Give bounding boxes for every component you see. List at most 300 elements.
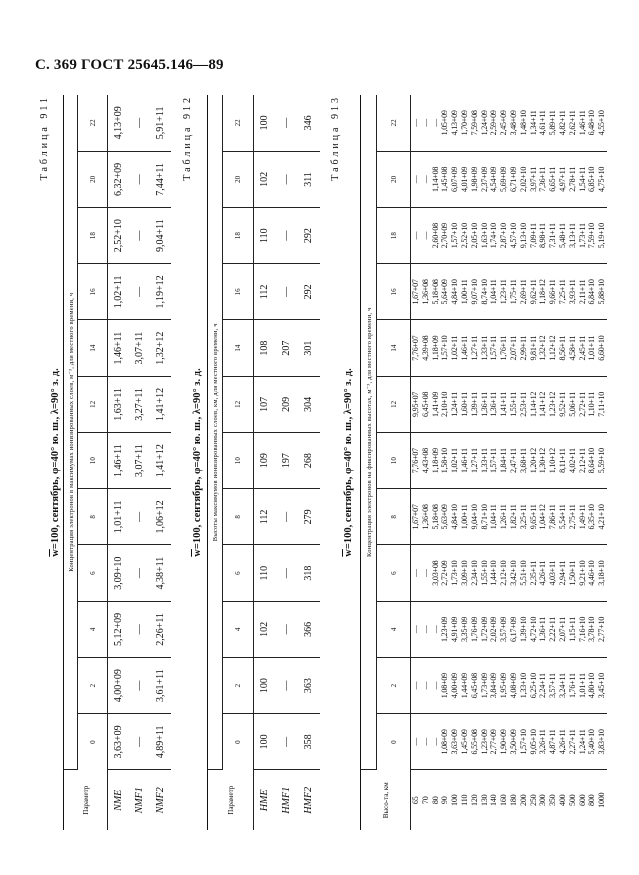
value-cell: 5,91+11 [150, 95, 171, 151]
table-row [129, 95, 150, 830]
value-cell: 318 [298, 545, 320, 601]
hour-header: 12 [223, 376, 254, 432]
value-cell: 2,35+11 [529, 545, 539, 601]
table-row [568, 95, 578, 830]
value-cell: — [276, 151, 298, 207]
value-cell: 1,23+11 [499, 264, 509, 320]
value-cell: — [276, 264, 298, 320]
value-cell: 6,35+10 [587, 489, 597, 545]
value-cell: 1,33+10 [519, 658, 529, 714]
value-cell: 1,32+12 [538, 320, 548, 376]
value-cell: 1,01+11 [578, 658, 588, 714]
row-label: 180 [508, 794, 518, 806]
value-cell: 102 [254, 601, 276, 657]
hour-header: 14 [377, 320, 411, 376]
table-row [276, 95, 298, 830]
hour-header: 0 [377, 714, 411, 770]
hour-header: 6 [377, 545, 411, 601]
table-row [489, 95, 499, 830]
value-cell: 1,46+11 [460, 320, 470, 376]
value-cell: 1,73+11 [578, 208, 588, 264]
table-row [597, 95, 607, 830]
value-cell: 7,76+07 [411, 320, 421, 376]
value-cell: 2,52+10 [460, 208, 470, 264]
value-cell: — [129, 714, 150, 770]
hour-header: 22 [377, 95, 411, 151]
hour-header: 2 [223, 658, 254, 714]
value-cell: 1,58+10 [440, 433, 450, 489]
row-label: HMF2 [303, 786, 314, 814]
value-cell: 1,32+12 [150, 320, 171, 376]
hour-header: 4 [223, 601, 254, 657]
value-cell: 4,87+11 [548, 714, 558, 770]
value-cell: 102 [254, 151, 276, 207]
value-cell: 1,20+12 [529, 433, 539, 489]
value-cell: 2,45+09 [499, 95, 509, 151]
value-cell: 3,97+11 [529, 151, 539, 207]
value-cell: 1,23+12 [548, 376, 558, 432]
value-cell: 1,14+08 [431, 151, 441, 207]
value-cell: 4,39+08 [421, 320, 431, 376]
parameter-header: Параметр [64, 770, 108, 830]
value-cell: 2,72+09 [440, 545, 450, 601]
table-caption: Таблица 913 [330, 95, 341, 181]
hour-header: 8 [377, 489, 411, 545]
value-cell: 1,41+09 [431, 376, 441, 432]
row-label: 600 [577, 794, 587, 806]
value-cell: 3,57+11 [548, 658, 558, 714]
value-cell: 4,13+09 [450, 95, 460, 151]
value-cell: 3,78+10 [587, 601, 597, 657]
hour-header: 22 [223, 95, 254, 151]
hour-header: 20 [78, 151, 108, 207]
value-cell: 9,95+07 [411, 376, 421, 432]
value-cell: 4,57+10 [509, 208, 519, 264]
value-cell: 9,04+10 [470, 489, 480, 545]
value-cell: 2,94+11 [558, 545, 568, 601]
hour-header: 8 [223, 489, 254, 545]
title-text: =100, сентябрь, φ=40° ю. ш., λ=90° з. д. [343, 368, 354, 550]
data-table [207, 95, 320, 830]
value-cell: 3,93+11 [568, 264, 578, 320]
row-label: 110 [459, 794, 469, 806]
value-cell: 6,85+10 [587, 151, 597, 207]
table-row [431, 95, 441, 830]
value-cell: 1,95+09 [499, 658, 509, 714]
hour-header: 14 [78, 320, 108, 376]
value-cell: — [276, 95, 298, 151]
hour-header: 16 [78, 264, 108, 320]
value-cell: 366 [298, 601, 320, 657]
value-cell: 4,02+11 [568, 433, 578, 489]
value-cell: 1,46+11 [108, 433, 129, 489]
value-cell: 1,15+11 [568, 601, 578, 657]
title-variable-w: $\overline{w}$ [192, 549, 203, 557]
hour-header: 10 [223, 433, 254, 489]
value-cell: 1,57+10 [450, 208, 460, 264]
value-cell: 5,59+10 [597, 433, 607, 489]
data-table [63, 95, 171, 830]
value-cell: 5,06+11 [568, 376, 578, 432]
value-cell: 1,73+10 [450, 545, 460, 601]
value-cell: 1,44+09 [460, 658, 470, 714]
table-row [450, 95, 460, 830]
value-cell: 2,99+11 [519, 320, 529, 376]
value-cell: 1,01+11 [587, 320, 597, 376]
value-cell: 4,46+10 [587, 545, 597, 601]
table-row [421, 95, 431, 830]
value-cell: 4,26+11 [538, 545, 548, 601]
value-cell: — [421, 95, 431, 151]
value-cell: 5,64+09 [440, 264, 450, 320]
value-cell: 2,60+08 [431, 208, 441, 264]
value-cell: 7,44+11 [150, 151, 171, 207]
value-cell: 3,57+09 [499, 601, 509, 657]
hour-header: 18 [78, 208, 108, 264]
hour-header: 16 [377, 264, 411, 320]
hour-header: 4 [78, 601, 108, 657]
value-cell: — [276, 208, 298, 264]
value-cell: 9,65+11 [529, 489, 539, 545]
value-cell: 304 [298, 376, 320, 432]
value-cell: 6,17+09 [509, 601, 519, 657]
value-cell: 1,90+09 [499, 714, 509, 770]
value-cell: 112 [254, 264, 276, 320]
value-cell: 292 [298, 264, 320, 320]
value-cell: 4,01+09 [460, 151, 470, 207]
table-caption: Таблица 911 [39, 95, 50, 181]
value-cell: 9,66+11 [548, 264, 558, 320]
value-cell: 100 [254, 714, 276, 770]
value-cell: 1,70+09 [460, 95, 470, 151]
value-cell: 4,72+10 [529, 601, 539, 657]
value-cell: 4,97+11 [558, 151, 568, 207]
value-cell: 5,19+10 [597, 208, 607, 264]
value-cell: 9,81+11 [529, 320, 539, 376]
value-cell: 3,63+09 [450, 714, 460, 770]
hour-header: 12 [78, 376, 108, 432]
header-row [64, 95, 78, 830]
value-cell: 5,12+09 [108, 601, 129, 657]
data-table [360, 95, 607, 830]
value-cell: 3,45+10 [597, 658, 607, 714]
value-cell: 9,13+10 [519, 208, 529, 264]
value-cell: — [421, 545, 431, 601]
row-label: 80 [430, 796, 440, 805]
table-row [480, 95, 490, 830]
value-cell: 5,54+11 [558, 489, 568, 545]
value-cell: 9,62+11 [529, 264, 539, 320]
table-row [411, 95, 421, 830]
row-label: 160 [499, 794, 509, 806]
hour-header: 0 [78, 714, 108, 770]
hour-header: 6 [223, 545, 254, 601]
value-cell: 6,55+08 [470, 714, 480, 770]
row-label: 1000 [597, 792, 607, 808]
value-cell: 1,18+09 [431, 320, 441, 376]
subheader: Концентрация электронов в максимумах ионизированных слоев, м⁻³, для местного времени, ч [64, 95, 78, 770]
value-cell: 1,57+11 [489, 320, 499, 376]
hour-header: 18 [377, 208, 411, 264]
value-cell: 1,12+12 [548, 320, 558, 376]
row-label: HME [259, 789, 271, 812]
value-cell: 3,07+11 [129, 320, 150, 376]
value-cell: — [421, 208, 431, 264]
value-cell: 4,00+09 [108, 658, 129, 714]
value-cell: 5,48+11 [558, 208, 568, 264]
value-cell: 1,67+07 [411, 489, 421, 545]
value-cell: 100 [254, 95, 276, 151]
value-cell: 1,39+11 [470, 376, 480, 432]
value-cell: 8,11+11 [558, 433, 568, 489]
value-cell: 1,36+11 [480, 376, 490, 432]
title-variable-w: $\overline{w}$ [343, 549, 354, 557]
row-label: 350 [548, 794, 558, 806]
value-cell: 7,31+11 [548, 208, 558, 264]
value-cell: 8,64+10 [587, 433, 597, 489]
value-cell: 2,78+11 [568, 151, 578, 207]
value-cell: — [276, 489, 298, 545]
row-label: 400 [557, 794, 567, 806]
value-cell: 6,32+09 [108, 151, 129, 207]
hour-header: 10 [377, 433, 411, 489]
table-title [50, 95, 61, 830]
value-cell: 2,02+09 [489, 601, 499, 657]
table-row [578, 95, 588, 830]
table-row [538, 95, 548, 830]
value-cell: 3,50+09 [509, 714, 519, 770]
value-cell: — [421, 151, 431, 207]
value-cell: 1,18+09 [431, 433, 441, 489]
value-cell: 1,41+12 [150, 433, 171, 489]
table-row [529, 95, 539, 830]
row-label: NMF1 [133, 787, 145, 814]
value-cell: 1,27+11 [470, 433, 480, 489]
value-cell: 1,73+09 [480, 658, 490, 714]
value-cell: — [411, 714, 421, 770]
value-cell: — [431, 714, 441, 770]
value-cell: 4,58+11 [568, 320, 578, 376]
value-cell: 8,74+10 [480, 264, 490, 320]
value-cell: 3,18+10 [597, 545, 607, 601]
value-cell: 7,25+11 [558, 264, 568, 320]
value-cell: 1,08+09 [440, 658, 450, 714]
row-label: 140 [489, 794, 499, 806]
value-cell: 8,98+11 [538, 208, 548, 264]
value-cell: — [276, 601, 298, 657]
table-row [150, 95, 171, 830]
row-label: NMF2 [154, 787, 166, 814]
value-cell: 1,04+11 [489, 489, 499, 545]
table-row [558, 95, 568, 830]
value-cell: 4,80+10 [587, 658, 597, 714]
table-row [440, 95, 450, 830]
value-cell: 1,30+12 [538, 433, 548, 489]
value-cell: 2,59+09 [489, 95, 499, 151]
hour-header-row [377, 95, 411, 830]
value-cell: 1,24+09 [480, 95, 490, 151]
value-cell: 1,76+11 [568, 658, 578, 714]
hour-header-row [223, 95, 254, 830]
hour-header: 18 [223, 208, 254, 264]
value-cell: 4,84+10 [450, 264, 460, 320]
hour-header: 2 [377, 658, 411, 714]
value-cell: 3,42+10 [509, 545, 519, 601]
parameter-header: Параметр [208, 770, 254, 830]
table-row [587, 95, 597, 830]
row-label: 120 [469, 794, 479, 806]
value-cell: 6,48+10 [587, 95, 597, 151]
value-cell: — [411, 545, 421, 601]
value-cell: 4,13+09 [108, 95, 129, 151]
subheader: Концентрация электронов на фиксированных высотах, м⁻³, для местного времени, ч [361, 95, 377, 770]
value-cell: 1,34+11 [529, 95, 539, 151]
value-cell: 4,61+11 [538, 95, 548, 151]
value-cell: 1,24+11 [578, 714, 588, 770]
value-cell: 4,82+11 [558, 95, 568, 151]
value-cell: 1,46+11 [108, 320, 129, 376]
value-cell: 2,12+10 [499, 545, 509, 601]
value-cell: 7,11+10 [597, 376, 607, 432]
value-cell: 4,03+11 [548, 545, 558, 601]
value-cell: 1,01+11 [108, 489, 129, 545]
value-cell: 1,45+09 [460, 714, 470, 770]
value-cell: 1,18+12 [538, 264, 548, 320]
value-cell: 8,71+10 [480, 489, 490, 545]
value-cell: 3,27+11 [129, 376, 150, 432]
value-cell: — [276, 714, 298, 770]
value-cell: 9,07+10 [470, 264, 480, 320]
row-label: 250 [528, 794, 538, 806]
value-cell: 1,84+11 [499, 433, 509, 489]
value-cell: 6,65+11 [548, 151, 558, 207]
value-cell: 1,10+12 [548, 433, 558, 489]
hour-header: 2 [78, 658, 108, 714]
value-cell: 1,08+09 [440, 714, 450, 770]
value-cell: 109 [254, 433, 276, 489]
rotated-page-content [30, 85, 610, 865]
value-cell: — [431, 95, 441, 151]
value-cell: — [129, 658, 150, 714]
row-label: 100 [450, 794, 460, 806]
value-cell: — [129, 545, 150, 601]
value-cell: — [411, 601, 421, 657]
row-label: 130 [479, 794, 489, 806]
value-cell: 3,61+11 [150, 658, 171, 714]
row-label: 70 [420, 796, 430, 805]
value-cell: 2,72+11 [578, 376, 588, 432]
value-cell: 6,45+08 [470, 658, 480, 714]
value-cell: 1,23+09 [440, 601, 450, 657]
value-cell: 2,52+10 [108, 208, 129, 264]
value-cell: — [431, 658, 441, 714]
value-cell: 1,27+11 [470, 320, 480, 376]
value-cell: 2,07+11 [509, 320, 519, 376]
value-cell: 2,26+11 [150, 601, 171, 657]
hour-header: 8 [78, 489, 108, 545]
value-cell: 1,49+11 [578, 489, 588, 545]
value-cell: — [421, 658, 431, 714]
value-cell: 1,02+11 [450, 433, 460, 489]
value-cell: 3,09+10 [460, 545, 470, 601]
value-cell: 2,10+10 [440, 376, 450, 432]
value-cell: 1,33+11 [480, 320, 490, 376]
value-cell: 1,60+11 [460, 376, 470, 432]
value-cell: 2,77+09 [489, 714, 499, 770]
value-cell: 4,91+09 [450, 601, 460, 657]
value-cell: — [411, 658, 421, 714]
value-cell: 2,02+10 [519, 151, 529, 207]
value-cell: 1,10+11 [587, 376, 597, 432]
table-title [343, 95, 354, 830]
value-cell: 1,33+11 [480, 433, 490, 489]
value-cell: 1,74+10 [489, 208, 499, 264]
hour-header: 20 [377, 151, 411, 207]
table-row [460, 95, 470, 830]
table-row [519, 95, 529, 830]
value-cell: 1,04+12 [538, 489, 548, 545]
value-cell: 1,06+12 [150, 489, 171, 545]
value-cell: 9,52+11 [558, 376, 568, 432]
row-label: 500 [567, 794, 577, 806]
value-cell: 100 [254, 658, 276, 714]
value-cell: 5,40+10 [587, 714, 597, 770]
value-cell: 346 [298, 95, 320, 151]
value-cell: — [129, 601, 150, 657]
value-cell: 4,08+09 [509, 658, 519, 714]
value-cell: 311 [298, 151, 320, 207]
row-label: 300 [538, 794, 548, 806]
value-cell: 1,48+10 [519, 95, 529, 151]
value-cell: 7,16+10 [578, 601, 588, 657]
value-cell: 6,45+08 [421, 376, 431, 432]
value-cell: 6,07+09 [450, 151, 460, 207]
value-cell: 1,00+11 [460, 489, 470, 545]
value-cell: 5,69+09 [499, 151, 509, 207]
value-cell: 7,36+11 [538, 151, 548, 207]
value-cell: 2,77+10 [597, 601, 607, 657]
value-cell: 1,57+10 [440, 320, 450, 376]
value-cell: 4,84+10 [450, 489, 460, 545]
value-cell: 1,14+12 [529, 376, 539, 432]
value-cell: 1,76+09 [470, 601, 480, 657]
value-cell: 2,37+09 [480, 151, 490, 207]
value-cell: 6,25+10 [529, 658, 539, 714]
value-cell: 5,89+11 [548, 95, 558, 151]
table-row [509, 95, 519, 830]
value-cell: 1,46+11 [578, 95, 588, 151]
page-header: С. 369 ГОСТ 25645.146—89 [35, 57, 224, 73]
value-cell: 1,46+11 [460, 433, 470, 489]
value-cell: 3,26+11 [538, 714, 548, 770]
table-caption: Таблица 912 [182, 95, 193, 181]
value-cell: 207 [276, 320, 298, 376]
value-cell: — [129, 208, 150, 264]
hour-header: 6 [78, 545, 108, 601]
value-cell: 4,55+10 [597, 95, 607, 151]
value-cell: 292 [298, 208, 320, 264]
value-cell: 2,87+10 [499, 208, 509, 264]
value-cell: 1,50+11 [568, 545, 578, 601]
value-cell: 2,12+11 [578, 433, 588, 489]
value-cell: 1,36+11 [489, 376, 499, 432]
value-cell: 4,43+08 [421, 433, 431, 489]
header-row [208, 95, 223, 830]
title-text: =100, сентябрь, φ=40° ю. ш., λ=90° з. д. [50, 368, 61, 550]
value-cell: 1,55+11 [509, 376, 519, 432]
value-cell: 3,35+09 [460, 601, 470, 657]
value-cell: 2,62+11 [568, 95, 578, 151]
